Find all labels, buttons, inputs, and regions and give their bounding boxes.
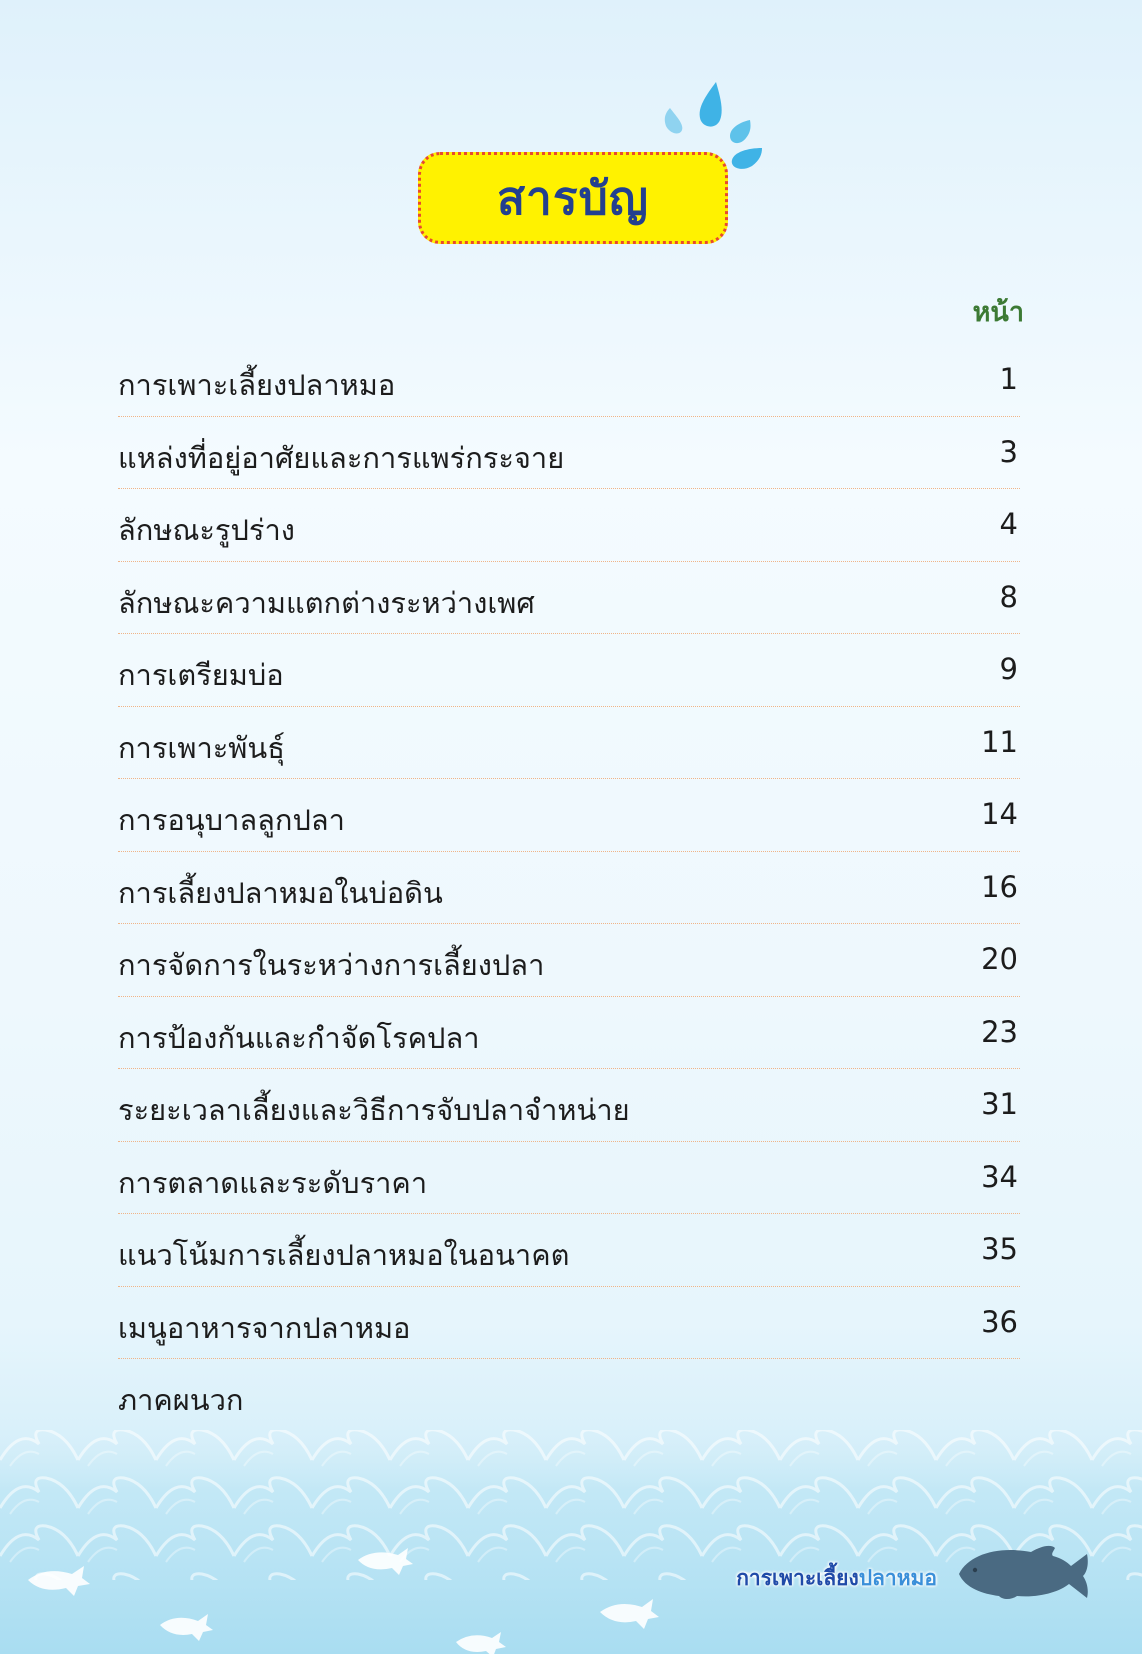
fish-icon bbox=[955, 1540, 1095, 1602]
toc-entry-title: การเลี้ยงปลาหมอในบ่อดิน bbox=[118, 875, 443, 910]
footer-book-title-part2: ปลาหมอ bbox=[858, 1566, 937, 1590]
toc-entry-title: แนวโน้มการเลี้ยงปลาหมอในอนาคต bbox=[118, 1238, 570, 1272]
toc-entry-page: 8 bbox=[999, 579, 1018, 614]
toc-entry[interactable] bbox=[118, 634, 1020, 707]
toc-entry-title: การอนุบาลลูกปลา bbox=[118, 803, 345, 837]
toc-entry[interactable] bbox=[118, 997, 1020, 1070]
toc-entry-page: 34 bbox=[981, 1159, 1018, 1194]
toc-entry[interactable] bbox=[118, 779, 1020, 852]
toc-entry-page: 23 bbox=[981, 1014, 1018, 1049]
toc-entry-title: การเพาะเลี้ยงปลาหมอ bbox=[118, 368, 396, 402]
toc-entry-page: 11 bbox=[981, 724, 1018, 759]
toc-entry-page: 16 bbox=[981, 869, 1018, 904]
toc-entry-title: การป้องกันและกำจัดโรคปลา bbox=[118, 1020, 480, 1055]
toc-entry-title: ลักษณะรูปร่าง bbox=[118, 513, 295, 547]
toc-entry-title: การจัดการในระหว่างการเลี้ยงปลา bbox=[118, 948, 545, 982]
toc-entry-title: ระยะเวลาเลี้ยงและวิธีการจับปลาจำหน่าย bbox=[118, 1093, 630, 1127]
toc-entry-page: 20 bbox=[981, 942, 1018, 976]
toc-entry-title: เมนูอาหารจากปลาหมอ bbox=[118, 1310, 411, 1345]
toc-entry-page: 9 bbox=[999, 652, 1018, 686]
toc-entry[interactable] bbox=[118, 1287, 1020, 1360]
toc-entry-page: 1 bbox=[999, 362, 1018, 396]
toc-entry-page: 3 bbox=[999, 434, 1018, 469]
toc-entry[interactable] bbox=[118, 1069, 1020, 1142]
toc-entry-page: 35 bbox=[981, 1232, 1018, 1266]
page-column-label: หน้า bbox=[972, 297, 1024, 328]
page-title: สารบัญ bbox=[496, 170, 649, 225]
toc-entry[interactable] bbox=[118, 1142, 1020, 1215]
toc-entry-title: ภาคผนวก bbox=[118, 1383, 244, 1417]
toc-entry[interactable] bbox=[118, 852, 1020, 925]
toc-entry-page: 14 bbox=[981, 797, 1018, 831]
toc-entry-title: แหล่งที่อยู่อาศัยและการแพร่กระจาย bbox=[118, 440, 565, 475]
toc-entry[interactable] bbox=[118, 417, 1020, 490]
toc-entry-page: 36 bbox=[981, 1304, 1018, 1339]
toc-entry[interactable] bbox=[118, 1214, 1020, 1287]
toc-entry-title: การตลาดและระดับราคา bbox=[118, 1165, 428, 1200]
toc-entry[interactable] bbox=[118, 344, 1020, 417]
toc-entry-title: ลักษณะความแตกต่างระหว่างเพศ bbox=[118, 585, 535, 620]
toc-entry-page: 31 bbox=[981, 1087, 1018, 1121]
toc-entry-page: 4 bbox=[999, 507, 1018, 541]
toc-entry[interactable] bbox=[118, 707, 1020, 780]
title-plaque bbox=[418, 152, 728, 244]
toc-entry-title: การเพาะพันธุ์ bbox=[118, 730, 285, 765]
toc-list bbox=[118, 344, 1020, 1432]
toc-entry-title: การเตรียมบ่อ bbox=[118, 658, 284, 692]
footer-book-title-part1: การเพาะเลี้ยง bbox=[736, 1566, 859, 1590]
toc-entry[interactable] bbox=[118, 562, 1020, 635]
toc-entry[interactable] bbox=[118, 924, 1020, 997]
footer-book-title bbox=[736, 1562, 937, 1595]
wave-decoration bbox=[0, 1420, 1142, 1654]
toc-entry[interactable] bbox=[118, 489, 1020, 562]
